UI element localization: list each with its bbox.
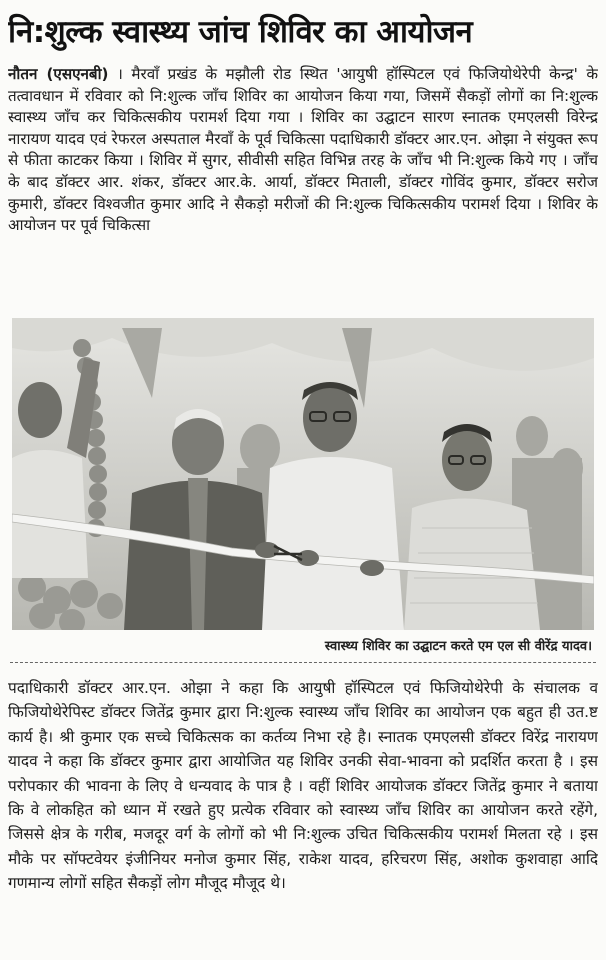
article-paragraph-1	[8, 64, 598, 312]
photo-caption: स्वास्थ्य शिविर का उद्घाटन करते एम एल सी वीरेंद्र यादव।	[324, 639, 592, 654]
article-paragraph-2: पदाधिकारी डॉक्टर आर.एन. ओझा ने कहा कि आयुषी हॉस्पिटल एवं फिजियोथेरेपी के संचालक व फिजियोथेरेपिस्ट डॉक्टर जितेंद्र कुमार द्वारा नि:शुल्क स्वास्थ्य जाँच शिविर का आयोजन एक बहुत ही उत.ष्ट कार्य है। श्री कुमार एक सच्चे चिकित्सक का कर्तव्य निभा रहे है। स्नातक एमएलसी डॉक्टर विरेंद्र नारायण यादव ने कहा कि डॉक्टर कुमार द्वारा आयोजित यह शिविर उनकी सेवा-भावना को प्रदर्शित करता है । इस परोपकार की भावना के लिए वे धन्यवाद के पात्र है । वहीं शिविर आयोजक डॉक्टर जितेंद्र कुमार ने बताया कि वे लोकहित को ध्यान में रखते हुए प्रत्येक रविवार को स्वास्थ्य जाँच शिविर का आयोजन करते रहेंगे, जिससे क्षेत्र के गरीब, मजदूर वर्ग के लोगों को भी नि:शुल्क उचित चिकित्सकीय परामर्श मिलता रहे । इस मौके पर सॉफ्टवेयर इंजीनियर मनोज कुमार सिंह, राकेश यादव, हरिचरण सिंह, अशोक कुशवाहा आदि गणमान्य लोगों सहित सैकड़ों लोग मौजूद मौजूद थे।	[8, 679, 598, 893]
news-photo-ribbon-cutting	[12, 318, 594, 630]
paragraph-1-text: । मैरवाँ प्रखंड के मझौली रोड स्थित 'आयुषी हॉस्पिटल एवं फिजियोथेरेपी केन्द्र' के तत्वावधान में रविवार को नि:शुल्क जाँच शिविर का आयोजन किया गया, जिसमें सैकड़ों लोगों का नि:शुल्क स्वास्थ्य जाँच कर चिकित्सकीय परामर्श दिया गया । शिविर का उद्घाटन सारण स्नातक एमएलसी विरेन्द्र नारायण यादव एवं रेफरल अस्पताल मैरवाँ के पूर्व चिकित्सा पदाधिकारी डॉक्टर आर.एन. ओझा ने संयुक्त रूप से फीता काटकर किया । शिविर में सुगर, सीवीसी सहित विभिन्न तरह के जाँच भी नि:शुल्क किये गए । जाँच के बाद डॉक्टर आर. शंकर, डॉक्टर आर.के. आर्या, डॉक्टर मिताली, डॉक्टर गोविंद कुमार, डॉक्टर सरोज कुमारी, डॉक्टर विश्वजीत कुमार आदि ने सैकड़ो मरीजों की नि:शुल्क चिकित्सकीय परामर्श दिया । शिविर के आयोजन पर पूर्व चिकित्सा	[8, 65, 598, 235]
dateline: नौतन (एसएनबी)	[8, 65, 109, 83]
photo-illustration	[12, 318, 594, 630]
article-headline: नि:शुल्क स्वास्थ्य जांच शिविर का आयोजन	[8, 14, 473, 50]
dashed-divider	[10, 662, 596, 663]
